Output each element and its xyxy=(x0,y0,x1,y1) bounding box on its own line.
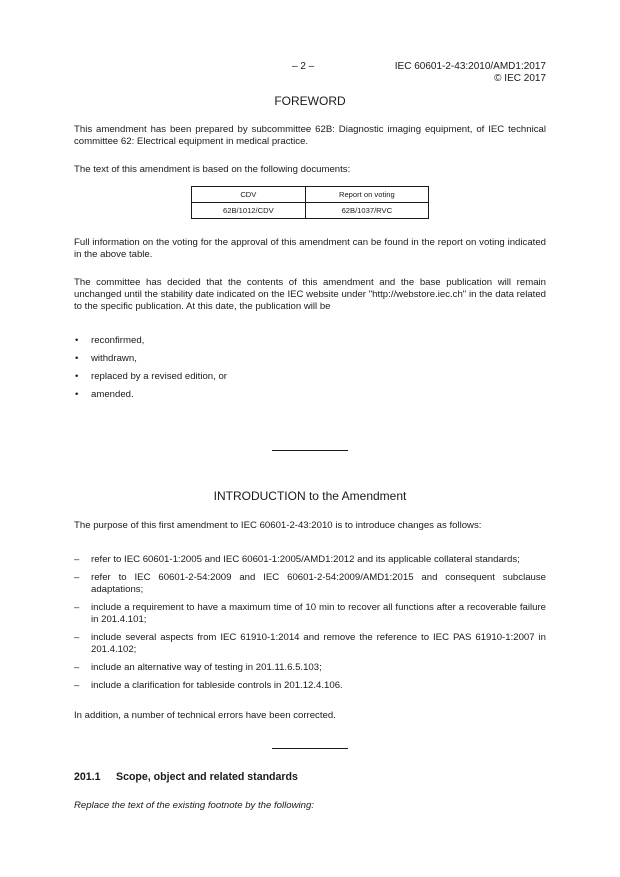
dash-icon: – xyxy=(74,602,80,613)
introduction-paragraph-1: The purpose of this first amendment to IEC 60601-2-43:2010 is to introduce changes as follows: xyxy=(74,520,482,531)
foreword-title: FOREWORD xyxy=(274,94,346,108)
list-item xyxy=(74,371,474,389)
list-item xyxy=(74,602,546,626)
table-cell-cdv: 62B/1012/CDV xyxy=(192,203,306,219)
section-divider xyxy=(272,450,348,451)
section-heading xyxy=(74,771,298,783)
dash-icon: – xyxy=(74,680,80,691)
table-header-cdv: CDV xyxy=(192,187,306,203)
page-number: – 2 – xyxy=(292,61,315,72)
voting-documents-table xyxy=(191,186,429,219)
document-identifier xyxy=(395,61,546,85)
copyright-notice: © IEC 2017 xyxy=(494,73,546,84)
list-item xyxy=(74,554,546,566)
introduction-title: INTRODUCTION to the Amendment xyxy=(213,489,407,503)
introduction-paragraph-2: In addition, a number of technical errors have been corrected. xyxy=(74,710,336,721)
table-header-row xyxy=(192,187,429,203)
list-item xyxy=(74,680,546,692)
table-cell-rvc: 62B/1037/RVC xyxy=(305,203,428,219)
section-number: 201.1 xyxy=(74,771,101,783)
list-item-text: include a clarification for tableside controls in 201.12.4.106. xyxy=(91,680,343,691)
list-item xyxy=(74,353,474,371)
doc-id-text: IEC 60601-2-43:2010/AMD1:2017 xyxy=(394,61,546,72)
foreword-paragraph-4: The committee has decided that the contents of this amendment and the base publication will remain unchanged until the stability date indicated on the IEC website under "http://webstore.iec.ch" in the data related to the specific publication. At this date, the publication will be xyxy=(74,277,546,312)
dash-icon: – xyxy=(74,662,80,673)
list-item xyxy=(74,335,474,353)
list-item-text: withdrawn, xyxy=(91,353,137,364)
list-item-text: include a requirement to have a maximum time of 10 min to recover all functions after a recoverable failure in 201.4.101; xyxy=(91,602,546,625)
foreword-paragraph-3: Full information on the voting for the approval of this amendment can be found in the report on voting indicated in the above table. xyxy=(74,237,546,260)
list-item-text: refer to IEC 60601-1:2005 and IEC 60601-1:2005/AMD1:2012 and its applicable collateral standards; xyxy=(91,554,520,565)
list-item-text: refer to IEC 60601-2-54:2009 and IEC 60601-2-54:2009/AMD1:2015 and consequent subclause adaptations; xyxy=(91,572,546,595)
bullet-icon: • xyxy=(75,335,79,346)
table-row xyxy=(192,203,429,219)
publication-outcomes-list xyxy=(74,335,474,407)
bullet-icon: • xyxy=(75,389,79,400)
foreword-paragraph-1: This amendment has been prepared by subcommittee 62B: Diagnostic imaging equipment, of IEC technical committee 62: Electrical equipment in medical practice. xyxy=(74,124,546,147)
list-item-text: reconfirmed, xyxy=(91,335,145,346)
amendment-instruction: Replace the text of the existing footnote by the following: xyxy=(74,800,314,811)
changes-list xyxy=(74,554,546,698)
bullet-icon: • xyxy=(75,371,79,382)
foreword-paragraph-2: The text of this amendment is based on the following documents: xyxy=(74,164,351,175)
dash-icon: – xyxy=(74,554,80,565)
dash-icon: – xyxy=(74,632,80,643)
list-item-text: include an alternative way of testing in 201.11.6.5.103; xyxy=(91,662,322,673)
list-item xyxy=(74,389,474,407)
table-header-report: Report on voting xyxy=(305,187,428,203)
list-item-text: amended. xyxy=(91,389,134,400)
section-title-text: Scope, object and related standards xyxy=(116,771,298,783)
bullet-icon: • xyxy=(75,353,79,364)
list-item xyxy=(74,632,546,656)
list-item xyxy=(74,662,546,674)
list-item-text: include several aspects from IEC 61910-1:2014 and remove the reference to IEC PAS 61910-1:2007 in 201.4.102; xyxy=(91,632,546,655)
dash-icon: – xyxy=(74,572,80,583)
list-item xyxy=(74,572,546,596)
list-item-text: replaced by a revised edition, or xyxy=(91,371,227,382)
section-divider xyxy=(272,748,348,749)
